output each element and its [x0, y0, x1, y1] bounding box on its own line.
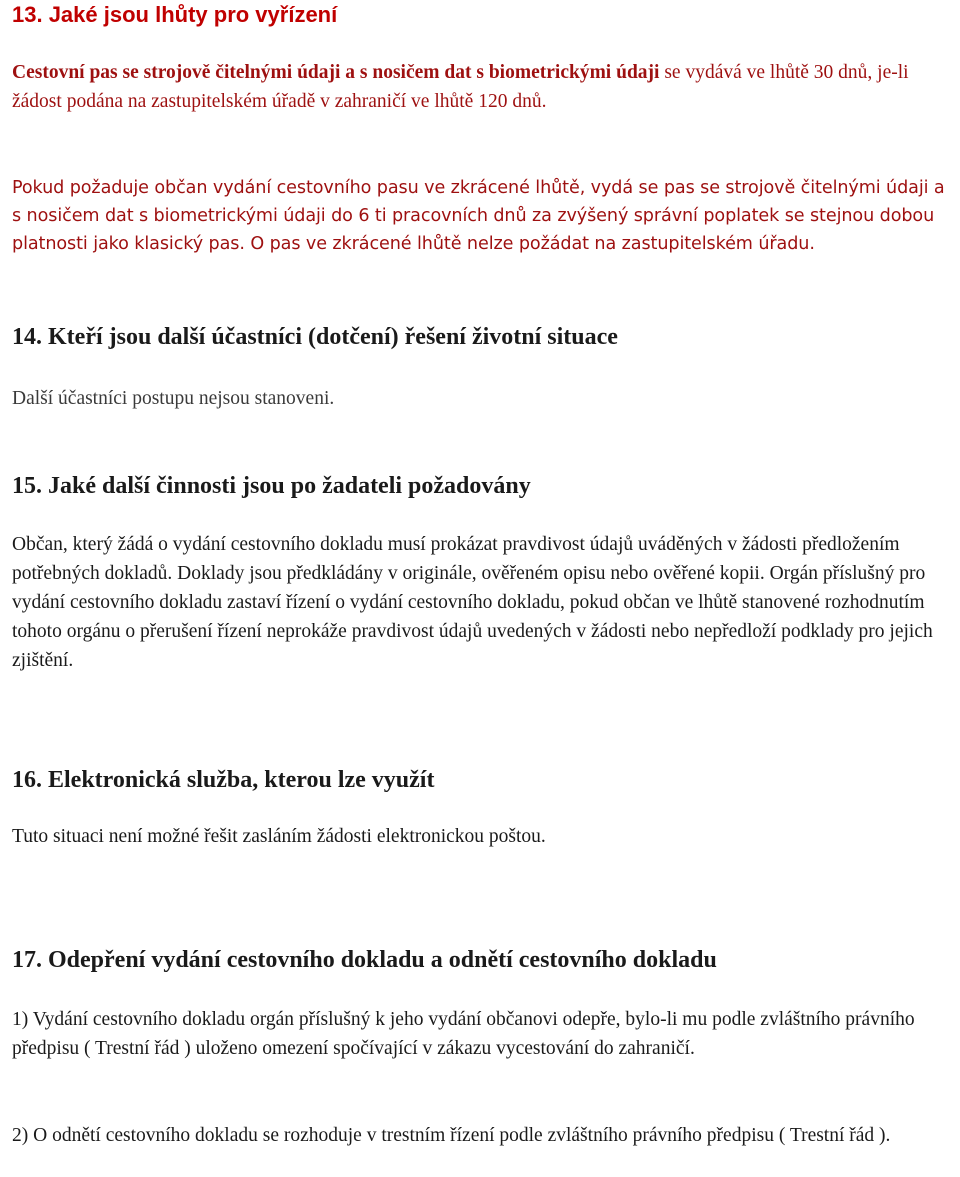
section-16-heading: 16. Elektronická služba, kterou lze využít	[12, 767, 435, 793]
section-13-paragraph-1	[12, 58, 956, 116]
section-15-body: Občan, který žádá o vydání cestovního dokladu musí prokázat pravdivost údajů uváděných v žádosti předložením potřebných dokladů. Doklady jsou předkládány v originále, ověřeném opisu nebo ověřené kopii. Orgán příslušný pro vydání cestovního dokladu zastaví řízení o vydání cestovního dokladu, pokud občan ve lhůtě stanovené rozhodnutím tohoto orgánu o přerušení řízení neprokáže pravdivost údajů uvedených v žádosti nebo nepředloží podklady pro jejich zjištění.	[12, 534, 933, 671]
section-17-heading: 17. Odepření vydání cestovního dokladu a odnětí cestovního dokladu	[12, 947, 717, 973]
section-13-paragraph-1-lead: Cestovní pas se strojově čitelnými údaji a s nosičem dat s biometrickými údaji	[12, 62, 660, 83]
section-16-body: Tuto situaci není možné řešit zasláním žádosti elektronickou poštou.	[12, 826, 546, 847]
section-17-item-1: 1) Vydání cestovního dokladu orgán příslušný k jeho vydání občanovi odepře, bylo-li mu podle zvláštního právního předpisu ( Trestní řád ) uloženo omezení spočívající v zákazu vycestování do zahraničí.	[12, 1009, 915, 1059]
section-13-paragraph-1-rest: se vydává ve lhůtě 30 dnů, je-li žádost podána na zastupitelském úřadě v zahraničí ve lhůtě 120 dnů.	[12, 62, 909, 112]
section-13-heading: 13. Jaké jsou lhůty pro vyřízení	[12, 2, 338, 27]
section-14-heading: 14. Kteří jsou další účastníci (dotčení) řešení životní situace	[12, 324, 618, 350]
section-17-item-2: 2) O odnětí cestovního dokladu se rozhoduje v trestním řízení podle zvláštního právního předpisu ( Trestní řád ).	[12, 1125, 891, 1146]
section-14-body: Další účastníci postupu nejsou stanoveni.	[12, 388, 335, 409]
section-15-heading: 15. Jaké další činnosti jsou po žadateli požadovány	[12, 473, 531, 499]
section-13-paragraph-2: Pokud požaduje občan vydání cestovního pasu ve zkrácené lhůtě, vydá se pas se strojově čitelnými údaji a s nosičem dat s biometrickými údaji do 6 ti pracovních dnů za zvýšený správní poplatek se stejnou dobou platnosti jako klasický pas. O pas ve zkrácené lhůtě nelze požádat na zastupitelském úřadu.	[12, 178, 945, 254]
